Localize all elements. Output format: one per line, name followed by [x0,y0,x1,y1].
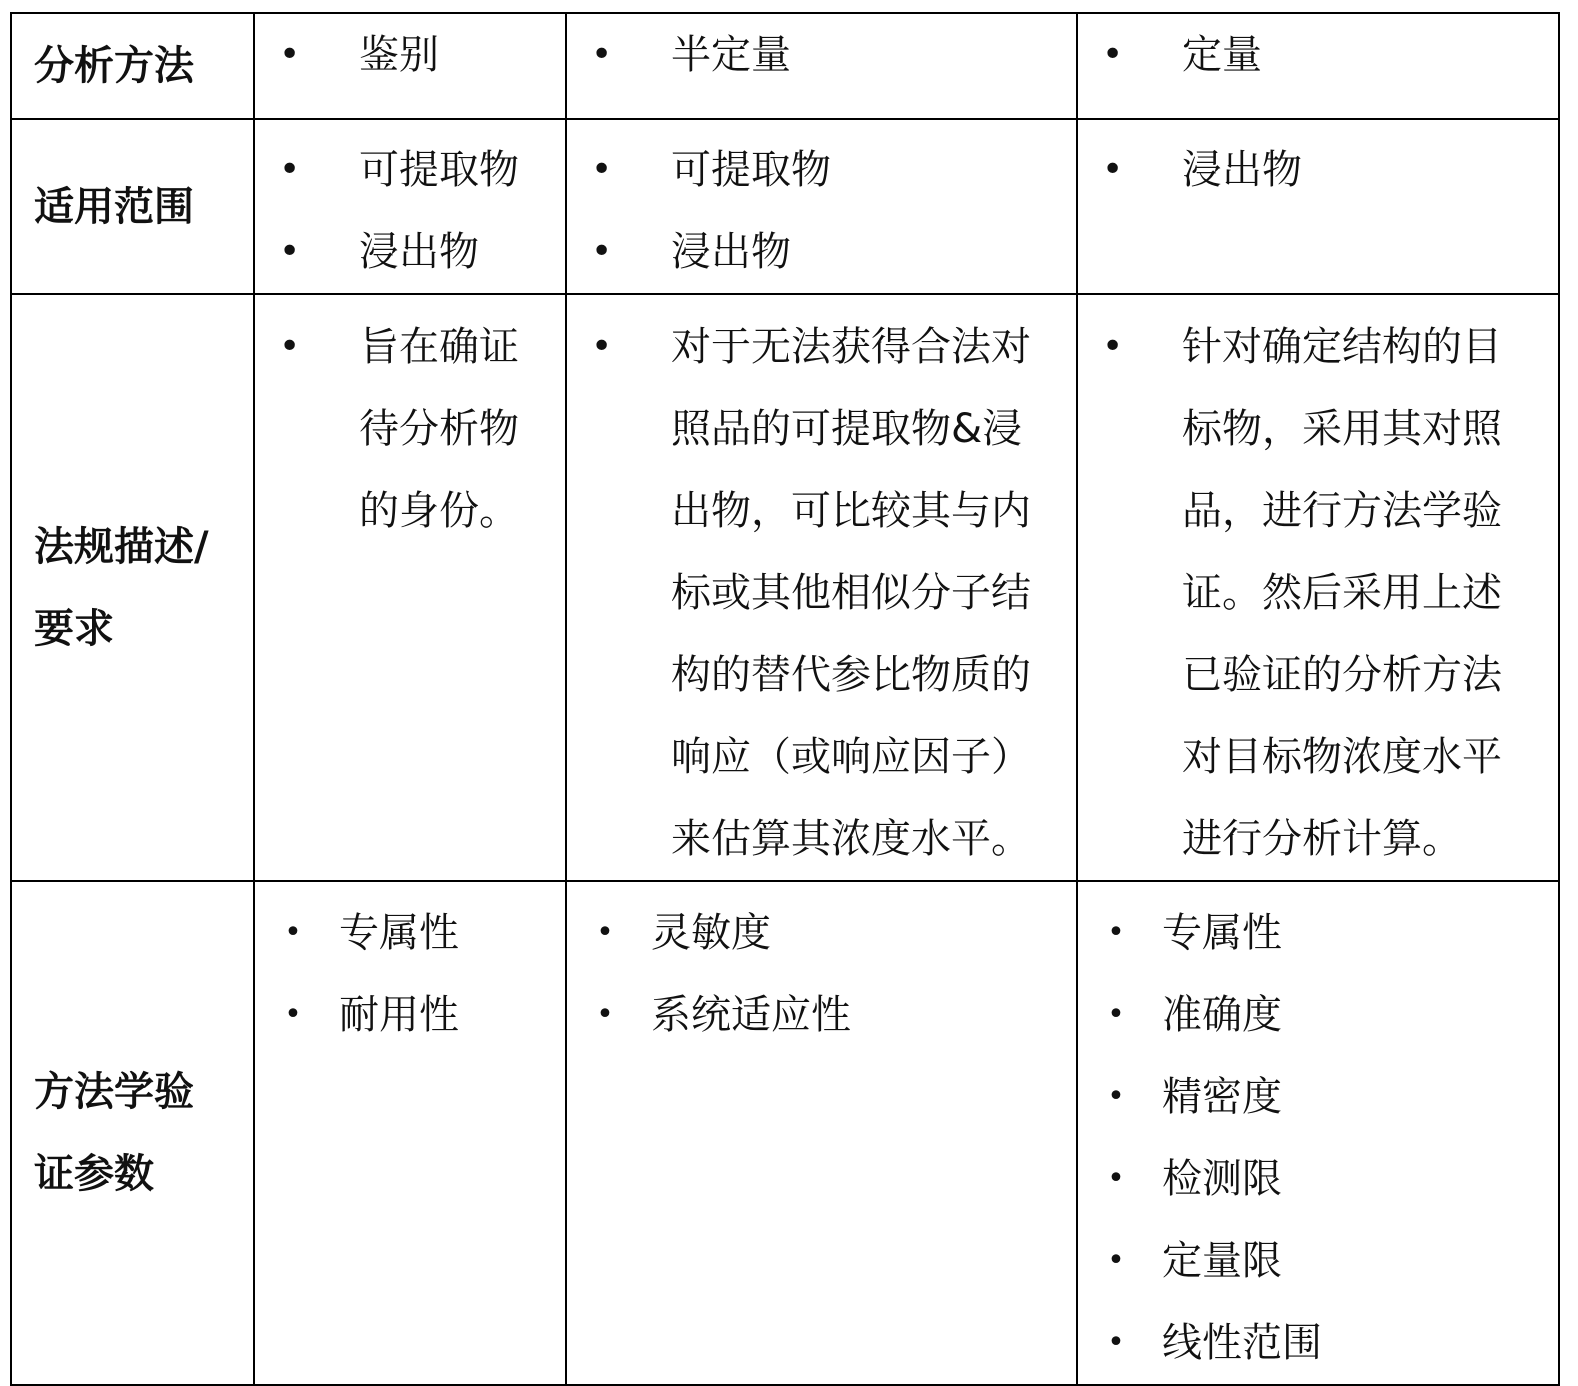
bullet-icon: • [1107,1325,1125,1360]
cell-regulatory-quantitative [1077,294,1559,881]
cell-semi-quantitative [566,13,1077,119]
list-item-text: 浸出物 [671,229,791,275]
row-label-text: 法规描述/要求 [34,523,209,652]
list-item [567,129,1076,211]
list-item [1078,1302,1558,1384]
list-item-text: 浸出物 [1182,147,1302,193]
list-item-text: 可提取物 [359,147,519,193]
bullet-icon: • [1107,915,1125,950]
list-item-text: 线性范围 [1162,1320,1322,1366]
list-item-text: 定量 [1182,32,1262,78]
list-item [255,892,565,974]
list-item-text: 耐用性 [339,992,459,1038]
list-item [567,211,1076,293]
bullet-icon: • [1102,326,1124,367]
list-item [1078,1220,1558,1302]
list-item-text: 对于无法获得合法对照品的可提取物&浸出物，可比较其与内标或其他相似分子结构的替代参比物质的响应（或响应因子）来估算其浓度水平。 [671,324,1031,862]
cell-scope-semi-quantitative [566,119,1077,294]
list-item [1078,1056,1558,1138]
row-label-validation-params [11,881,254,1385]
table-row [11,294,1559,881]
list-item [1078,14,1558,96]
list-item-text: 系统适应性 [651,992,851,1038]
bullet-icon: • [591,149,613,190]
list-item-text: 半定量 [671,32,791,78]
bullet-icon: • [596,997,614,1032]
table-row [11,119,1559,294]
list-item-text: 灵敏度 [651,910,771,956]
comparison-table [10,12,1560,1386]
cell-identification [254,13,566,119]
row-label-scope: 适用范围 [11,119,254,294]
cell-regulatory-semi-quantitative [566,294,1077,881]
list-item [255,129,565,211]
cell-scope-quantitative [1077,119,1559,294]
bullet-icon: • [1107,1161,1125,1196]
list-item-text: 针对确定结构的目标物，采用其对照品，进行方法学验证。然后采用上述已验证的分析方法对目标物浓度水平进行分析计算。 [1182,324,1502,862]
list-item [567,892,1076,974]
list-item [1078,1138,1558,1220]
list-item-text: 鉴别 [359,32,439,78]
list-item-text: 准确度 [1162,992,1282,1038]
list-item [1078,974,1558,1056]
bullet-icon: • [596,915,614,950]
list-item [1078,892,1558,974]
list-item-text: 浸出物 [359,229,479,275]
bullet-icon: • [1107,1079,1125,1114]
bullet-icon: • [591,34,613,75]
list-item [255,14,565,96]
list-item-text: 专属性 [1162,910,1282,956]
cell-quantitative [1077,13,1559,119]
bullet-icon: • [279,34,301,75]
bullet-icon: • [1107,1243,1125,1278]
bullet-icon: • [1102,149,1124,190]
list-item [255,306,565,552]
cell-params-quantitative [1077,881,1559,1385]
cell-scope-identification [254,119,566,294]
bullet-icon: • [279,231,301,272]
table-row [11,13,1559,119]
bullet-icon: • [279,326,301,367]
bullet-icon: • [279,149,301,190]
list-item-text: 旨在确证待分析物的身份。 [359,324,519,534]
bullet-icon: • [1107,997,1125,1032]
list-item [1078,129,1558,211]
list-item-text: 检测限 [1162,1156,1282,1202]
cell-regulatory-identification [254,294,566,881]
list-item-text: 可提取物 [671,147,831,193]
bullet-icon: • [591,231,613,272]
row-label-text: 方法学验证参数 [34,1069,194,1197]
list-item-text: 精密度 [1162,1074,1282,1120]
cell-params-identification [254,881,566,1385]
list-item [255,974,565,1056]
list-item [567,974,1076,1056]
cell-params-semi-quantitative [566,881,1077,1385]
list-item-text: 定量限 [1162,1238,1282,1284]
list-item [255,211,565,293]
list-item [1078,306,1558,880]
bullet-icon: • [1102,34,1124,75]
bullet-icon: • [591,326,613,367]
bullet-icon: • [284,997,302,1032]
bullet-icon: • [284,915,302,950]
row-label-analysis-method: 分析方法 [11,13,254,119]
list-item [567,306,1076,880]
list-item-text: 专属性 [339,910,459,956]
row-label-regulatory [11,294,254,881]
list-item [567,14,1076,96]
table-row [11,881,1559,1385]
